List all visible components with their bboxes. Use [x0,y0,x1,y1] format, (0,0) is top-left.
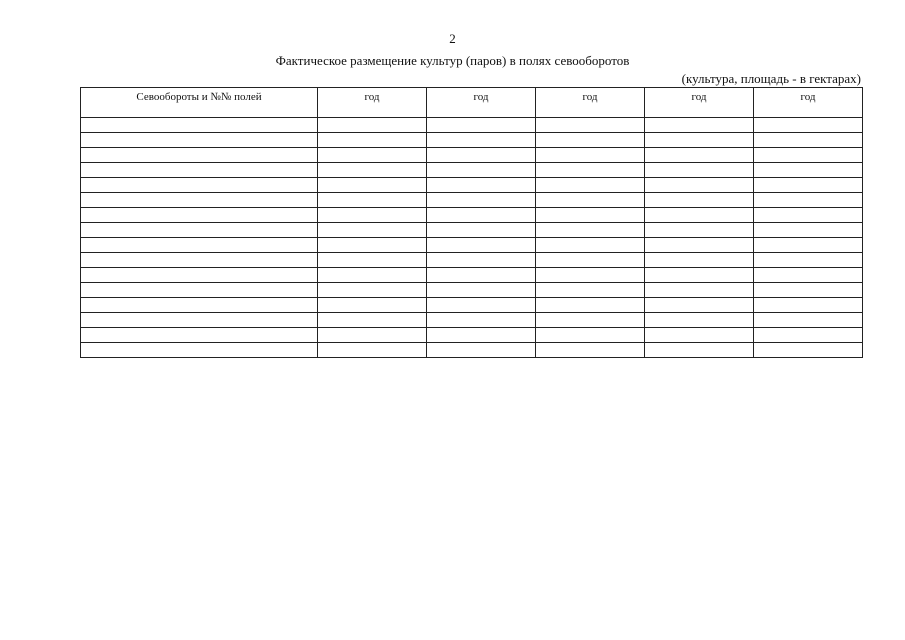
table-cell [318,298,427,313]
table-body [81,118,863,358]
table-cell [536,268,645,283]
table-row [81,148,863,163]
table-cell [81,253,318,268]
table-cell [318,268,427,283]
table-cell [645,133,754,148]
table-cell [81,163,318,178]
header-year-2: год [427,88,536,118]
header-rotation-fields: Севообороты и №№ полей [81,88,318,118]
table-cell [754,313,863,328]
table-cell [81,313,318,328]
table-cell [427,298,536,313]
table-cell [536,163,645,178]
table-cell [318,193,427,208]
table-cell [536,343,645,358]
table-cell [318,283,427,298]
table-row [81,193,863,208]
table-row [81,313,863,328]
table-cell [427,328,536,343]
table-header-row [81,88,863,118]
table-cell [427,343,536,358]
table-row [81,343,863,358]
table-cell [318,118,427,133]
table-cell [427,193,536,208]
table-row [81,283,863,298]
table-row [81,178,863,193]
table-cell [81,283,318,298]
table-cell [754,298,863,313]
table-cell [427,208,536,223]
table-cell [318,313,427,328]
header-year-4: год [645,88,754,118]
table-cell [754,253,863,268]
table-cell [645,238,754,253]
table-cell [754,193,863,208]
table-cell [754,343,863,358]
table-cell [645,148,754,163]
table-cell [81,268,318,283]
table-cell [754,283,863,298]
table-cell [427,223,536,238]
table-cell [427,133,536,148]
table-cell [645,223,754,238]
table-cell [754,118,863,133]
table-cell [318,178,427,193]
table-cell [645,283,754,298]
table-cell [536,193,645,208]
table-cell [318,223,427,238]
table-cell [536,208,645,223]
crop-placement-table [80,87,863,358]
page-title: Фактическое размещение культур (паров) в полях севооборотов [275,53,630,68]
table-row [81,298,863,313]
table-row [81,268,863,283]
table-row [81,208,863,223]
table-cell [645,298,754,313]
table-cell [645,193,754,208]
table-cell [318,148,427,163]
table-cell [536,118,645,133]
table-cell [427,268,536,283]
table-cell [754,328,863,343]
table-cell [318,328,427,343]
table-cell [427,148,536,163]
table-cell [754,178,863,193]
header-year-1: год [318,88,427,118]
table-cell [536,283,645,298]
table-cell [318,163,427,178]
table-cell [81,208,318,223]
units-note: (культура, площадь - в гектарах) [681,71,861,86]
table-cell [536,178,645,193]
header-year-3: год [536,88,645,118]
table-cell [427,163,536,178]
table-cell [754,148,863,163]
table-cell [536,223,645,238]
table-cell [536,253,645,268]
table-cell [318,208,427,223]
table-cell [318,238,427,253]
table-cell [81,343,318,358]
table-cell [318,343,427,358]
table-cell [645,343,754,358]
table-cell [536,148,645,163]
table-cell [645,313,754,328]
table-row [81,163,863,178]
header-year-5: год [754,88,863,118]
table-row [81,118,863,133]
table-cell [81,328,318,343]
table-row [81,223,863,238]
table-cell [81,238,318,253]
table-cell [645,328,754,343]
table-cell [427,253,536,268]
table-cell [318,133,427,148]
table-cell [536,313,645,328]
table-cell [645,253,754,268]
table-cell [645,163,754,178]
table-cell [645,208,754,223]
table-cell [427,283,536,298]
table-cell [81,178,318,193]
table-cell [81,133,318,148]
page-number: 2 [449,31,456,46]
table-cell [754,223,863,238]
table-cell [81,148,318,163]
table-cell [536,133,645,148]
table-cell [754,163,863,178]
table-cell [754,268,863,283]
table-cell [81,223,318,238]
table-cell [754,238,863,253]
table-cell [645,118,754,133]
table-cell [645,178,754,193]
table-cell [427,118,536,133]
table-cell [427,238,536,253]
table-cell [645,268,754,283]
table-row [81,238,863,253]
table-cell [754,133,863,148]
table-row [81,133,863,148]
table-cell [427,178,536,193]
table-cell [81,193,318,208]
table-row [81,328,863,343]
table-cell [754,208,863,223]
table-cell [536,328,645,343]
table-cell [536,238,645,253]
table-cell [81,298,318,313]
table-row [81,253,863,268]
table-cell [427,313,536,328]
table-cell [81,118,318,133]
table-cell [536,298,645,313]
table-cell [318,253,427,268]
